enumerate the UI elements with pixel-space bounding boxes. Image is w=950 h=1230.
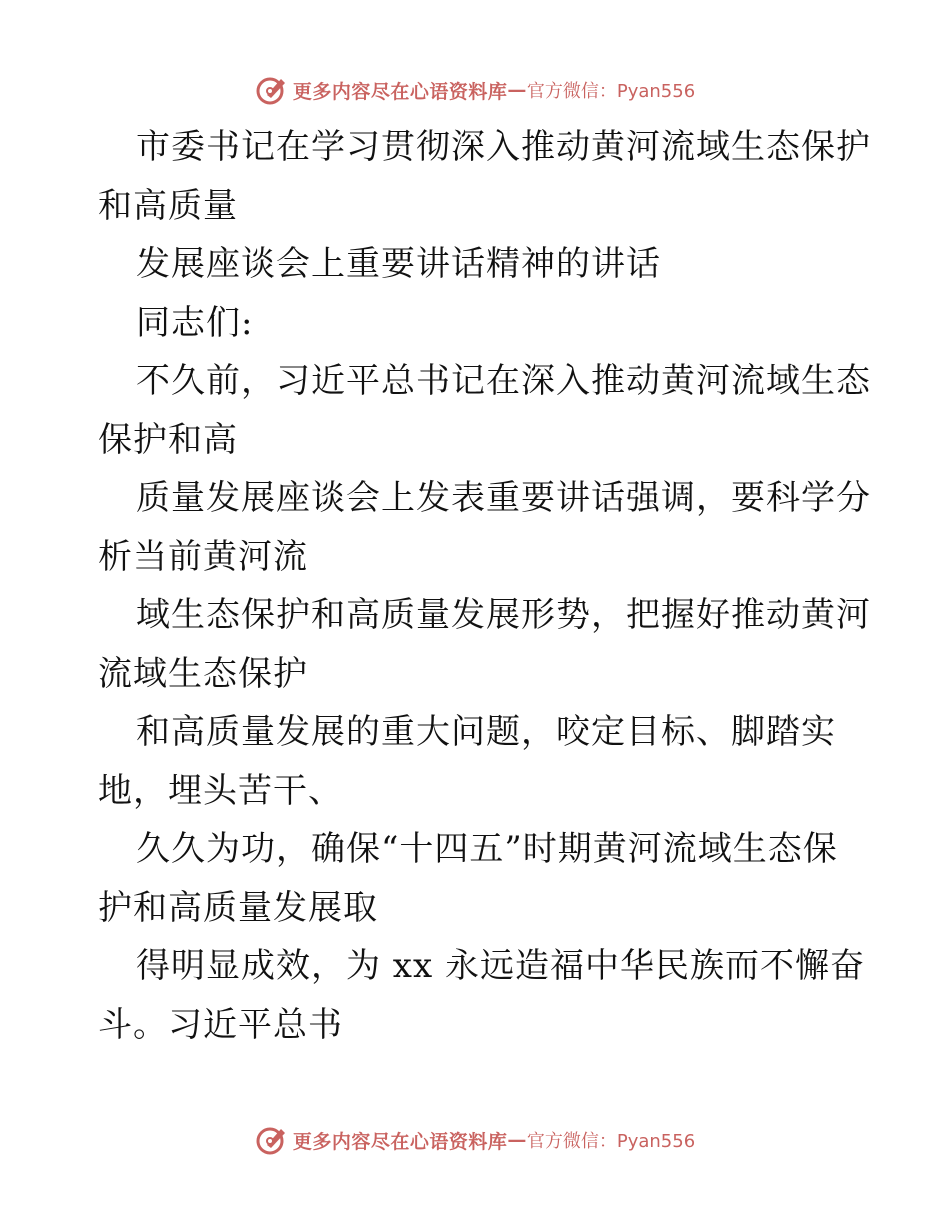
banner-dash: — bbox=[507, 79, 527, 101]
footer-watermark-banner bbox=[0, 1120, 950, 1160]
document-line: 发展座谈会上重要讲话精神的讲话 bbox=[136, 244, 661, 284]
document-body bbox=[98, 118, 871, 1054]
document-line: 不久前，习近平总书记在深入推动黄河流域生态 bbox=[136, 361, 871, 401]
document-line: 和高质量发展的重大问题，咬定目标、脚踏实 bbox=[136, 712, 836, 752]
document-line: 同志们: bbox=[136, 302, 254, 343]
document-line: 斗。习近平总书 bbox=[98, 1004, 343, 1045]
document-line: 市委书记在学习贯彻深入推动黄河流域生态保护 bbox=[136, 127, 871, 167]
pen-nib-logo-icon bbox=[255, 73, 289, 107]
header-watermark-banner bbox=[0, 70, 950, 110]
document-line: 护和高质量发展取 bbox=[98, 887, 378, 928]
document-line: 保护和高 bbox=[98, 419, 238, 460]
banner-brand-text: 更多内容尽在心语资料库 bbox=[292, 1130, 508, 1153]
banner-wechat-text: 官方微信：Pyan556 bbox=[526, 1131, 696, 1152]
document-line: 和高质量 bbox=[98, 185, 238, 226]
document-line: 析当前黄河流 bbox=[98, 536, 308, 577]
document-line: 久久为功，确保“十四五”时期黄河流域生态保 bbox=[136, 829, 838, 869]
document-line: 流域生态保护 bbox=[98, 653, 308, 694]
banner-wechat-text: 官方微信：Pyan556 bbox=[526, 81, 696, 102]
document-line: 质量发展座谈会上发表重要讲话强调，要科学分 bbox=[136, 478, 871, 518]
banner-brand-text: 更多内容尽在心语资料库 bbox=[292, 80, 508, 103]
banner-dash: — bbox=[507, 1129, 527, 1151]
pen-nib-logo-icon bbox=[255, 1123, 289, 1157]
document-line: 地，埋头苦干、 bbox=[98, 770, 343, 811]
document-line: 域生态保护和高质量发展形势，把握好推动黄河 bbox=[136, 595, 871, 635]
document-line: 得明显成效，为 xx 永远造福中华民族而不懈奋 bbox=[136, 946, 865, 986]
